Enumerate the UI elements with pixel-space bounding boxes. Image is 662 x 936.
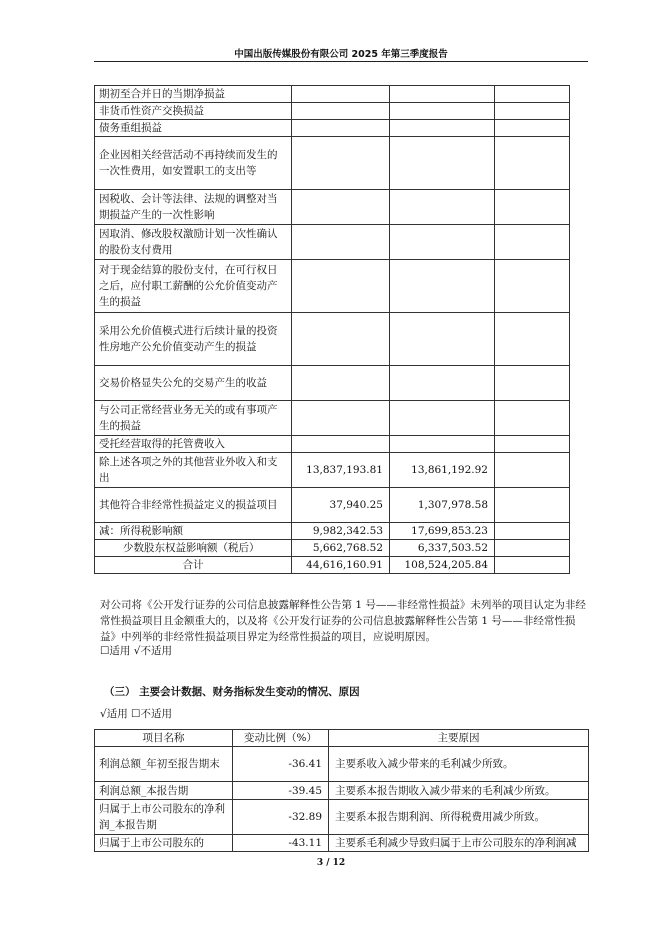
table-row (95, 800, 589, 835)
change-reason: 主要系本报告期收入减少带来的毛利减少所致。 (329, 782, 589, 800)
cell-ytd (390, 190, 495, 225)
row-label: 交易价格显失公允的交易产生的收益 (95, 366, 292, 401)
row-label: 债务重组损益 (95, 120, 292, 137)
section-applicability-checkbox: √适用 ☐不适用 (100, 708, 172, 720)
change-ratio: -39.45 (233, 782, 329, 800)
cell-note (495, 488, 570, 523)
table-row-total (95, 557, 570, 574)
cell-current-period: 9,982,342.53 (292, 523, 390, 540)
section-heading: （三） 主要会计数据、财务指标发生变动的情况、原因 (104, 686, 360, 698)
cell-current-period: 37,940.25 (292, 488, 390, 523)
item-name: 利润总额_本报告期 (95, 782, 233, 800)
cell-current-period (292, 313, 390, 366)
table-row (95, 488, 570, 523)
row-label: 对于现金结算的股份支付，在可行权日之后，应付职工薪酬的公允价值变动产生的损益 (95, 260, 292, 313)
cell-current-period (292, 86, 390, 103)
table-row (95, 120, 570, 137)
cell-note (495, 120, 570, 137)
row-label: 期初至合并日的当期净损益 (95, 86, 292, 103)
change-reason: 主要系本报告期利润、所得税费用减少所致。 (329, 800, 589, 835)
table-row (95, 190, 570, 225)
row-label: 与公司正常经营业务无关的或有事项产生的损益 (95, 401, 292, 436)
row-label: 受托经营取得的托管费收入 (95, 436, 292, 453)
table-header-row (95, 730, 589, 747)
cell-current-period (292, 401, 390, 436)
row-label: 少数股东权益影响额（税后） (95, 540, 292, 557)
cell-ytd: 6,337,503.52 (390, 540, 495, 557)
table-row (95, 313, 570, 366)
table-row (95, 523, 570, 540)
cell-note (495, 366, 570, 401)
cell-ytd (390, 260, 495, 313)
cell-note (495, 313, 570, 366)
cell-ytd (390, 436, 495, 453)
cell-note (495, 436, 570, 453)
row-label: 减：所得税影响额 (95, 523, 292, 540)
cell-current-period (292, 260, 390, 313)
cell-ytd: 17,699,853.23 (390, 523, 495, 540)
total-label: 合计 (95, 557, 292, 574)
change-ratio: -36.41 (233, 747, 329, 782)
item-name: 归属于上市公司股东的净利润_本报告期 (95, 800, 233, 835)
cell-ytd (390, 103, 495, 120)
cell-ytd (390, 313, 495, 366)
row-label: 其他符合非经常性损益定义的损益项目 (95, 488, 292, 523)
cell-ytd (390, 401, 495, 436)
table-row (95, 782, 589, 800)
cell-current-period (292, 436, 390, 453)
cell-current-period: 5,662,768.52 (292, 540, 390, 557)
table-row (95, 747, 589, 782)
row-label: 非货币性资产交换损益 (95, 103, 292, 120)
cell-ytd: 108,524,205.84 (390, 557, 495, 574)
cell-note (495, 453, 570, 488)
cell-current-period (292, 225, 390, 260)
cell-ytd: 13,861,192.92 (390, 453, 495, 488)
changes-table (94, 729, 589, 852)
applicability-checkbox: ☐适用 √不适用 (100, 645, 172, 657)
cell-current-period (292, 366, 390, 401)
cell-current-period (292, 120, 390, 137)
cell-note (495, 190, 570, 225)
row-label: 企业因相关经营活动不再持续而发生的一次性费用，如安置职工的支出等 (95, 137, 292, 190)
change-reason: 主要系毛利减少导致归属于上市公司股东的净利润减 (329, 835, 589, 852)
cell-current-period (292, 190, 390, 225)
column-header-reason: 主要原因 (329, 730, 589, 747)
note-paragraph: 对公司将《公开发行证券的公司信息披露解释性公告第 1 号——非经常性损益》未列举的项目认定为非经常性损益项目且金额重大的，以及将《公开发行证券的公司信息披露解释性公告第 1 号——非经常性损益》中列举的非经常性损益项目界定为经常性损益的项目，应说明原因。 (100, 599, 586, 643)
cell-current-period: 44,616,160.91 (292, 557, 390, 574)
table-row (95, 453, 570, 488)
page-header-title: 中国出版传媒股份有限公司 2025 年第三季度报告 (234, 49, 448, 60)
cell-ytd (390, 137, 495, 190)
row-label: 除上述各项之外的其他营业外收入和支出 (95, 453, 292, 488)
cell-note (495, 523, 570, 540)
cell-ytd (390, 225, 495, 260)
table-row (95, 103, 570, 120)
change-ratio: -32.89 (233, 800, 329, 835)
table-row (95, 137, 570, 190)
cell-note (495, 260, 570, 313)
table-row (95, 436, 570, 453)
row-label: 因税收、会计等法律、法规的调整对当期损益产生的一次性影响 (95, 190, 292, 225)
row-label: 因取消、修改股权激励计划一次性确认的股份支付费用 (95, 225, 292, 260)
change-ratio: -43.11 (233, 835, 329, 852)
header-divider (94, 61, 588, 62)
table-row (95, 540, 570, 557)
table-row (95, 401, 570, 436)
cell-ytd: 1,307,978.58 (390, 488, 495, 523)
table-row (95, 86, 570, 103)
cell-current-period (292, 137, 390, 190)
cell-ytd (390, 120, 495, 137)
cell-note (495, 540, 570, 557)
page-number: 3 / 12 (316, 858, 346, 868)
cell-ytd (390, 86, 495, 103)
table-row (95, 835, 589, 852)
cell-note (495, 225, 570, 260)
cell-current-period: 13,837,193.81 (292, 453, 390, 488)
change-reason: 主要系收入减少带来的毛利减少所致。 (329, 747, 589, 782)
column-header-item: 项目名称 (95, 730, 233, 747)
table-row (95, 366, 570, 401)
column-header-ratio: 变动比例（%） (233, 730, 329, 747)
cell-current-period (292, 103, 390, 120)
cell-note (495, 86, 570, 103)
row-label: 采用公允价值模式进行后续计量的投资性房地产公允价值变动产生的损益 (95, 313, 292, 366)
cell-note (495, 557, 570, 574)
cell-note (495, 137, 570, 190)
cell-ytd (390, 366, 495, 401)
cell-note (495, 103, 570, 120)
table-row (95, 225, 570, 260)
non-recurring-gains-table (94, 85, 570, 574)
cell-note (495, 401, 570, 436)
table-row (95, 260, 570, 313)
item-name: 利润总额_年初至报告期末 (95, 747, 233, 782)
item-name: 归属于上市公司股东的 (95, 835, 233, 852)
